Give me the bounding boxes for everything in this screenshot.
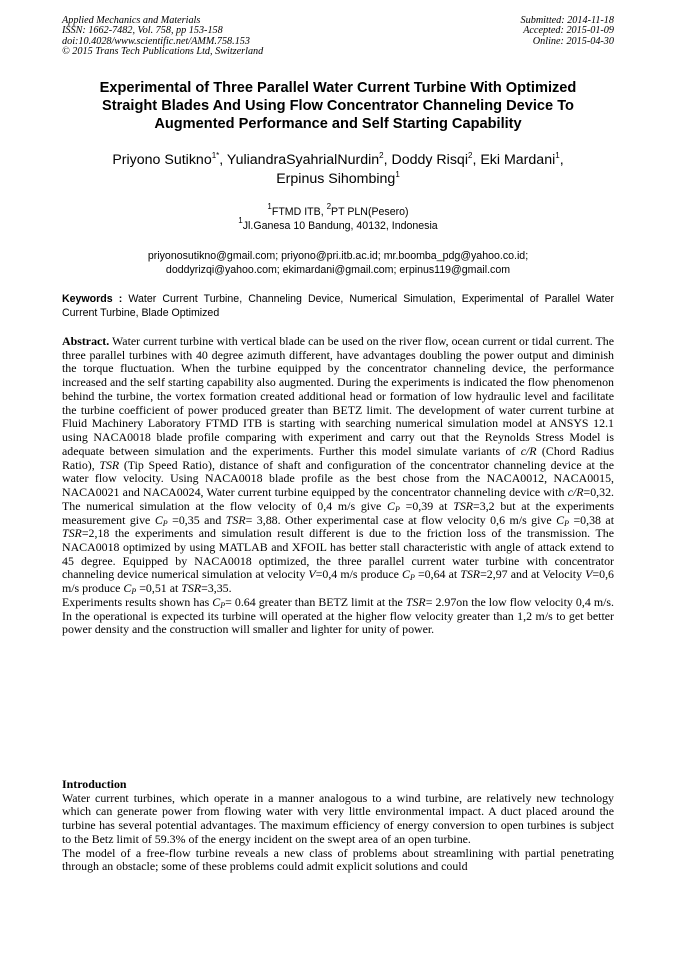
- abstract-symbol: TSR: [181, 581, 202, 596]
- abstract-text: =0,51 at: [136, 581, 182, 596]
- abstract-symbol: C: [556, 512, 565, 527]
- abstract-symbol: C: [154, 512, 163, 527]
- author-separator: ,: [219, 152, 227, 168]
- abstract-symbol: TSR: [225, 512, 246, 527]
- abstract-text: =0,6 m/s produce: [62, 567, 614, 596]
- abstract-symbol: TSR: [405, 594, 426, 609]
- abstract-text: =0,4 m/s produce: [315, 567, 403, 582]
- paper-title: [62, 80, 614, 133]
- online-date: Online: 2015-04-30: [532, 35, 614, 47]
- abstract-text: =0,38 at: [568, 512, 615, 527]
- submitted-date: Submitted: 2014-11-18: [520, 15, 614, 26]
- keywords: [62, 292, 614, 320]
- abstract-text: =0,39 at: [399, 498, 454, 513]
- abstract-symbol: TSR: [460, 567, 481, 582]
- abstract-paragraph: [62, 596, 614, 637]
- abstract-subscript: P: [131, 587, 137, 597]
- keywords-text: Water Current Turbine, Channeling Device, Numerical Simulation, Experimental of Parallel Water Current Turbine, Blade Optimized: [62, 293, 615, 320]
- abstract-symbol: c/R: [520, 443, 537, 458]
- abstract-symbol: C: [212, 594, 221, 609]
- abstract-text: = 3,88. Other experimental case at flow velocity 0,6 m/s give: [245, 512, 557, 527]
- author-affiliation-mark: 1: [555, 151, 560, 160]
- author-name: Erpinus Sihombing: [276, 171, 396, 187]
- abstract-symbol: c/R: [567, 485, 584, 500]
- author-affiliation-mark: 2: [467, 151, 473, 160]
- abstract-symbol: C: [402, 567, 410, 582]
- author-name: Doddy Risqi: [391, 152, 468, 168]
- institution: FTMD ITB,: [271, 206, 327, 218]
- affiliation-mark: 1: [238, 216, 243, 225]
- abstract: [62, 335, 614, 637]
- email-line: doddyrizqi@yahoo.com; ekimardani@gmail.com; erpinus119@gmail.com: [165, 264, 511, 277]
- address-line: [62, 216, 614, 233]
- affiliation-mark: 1: [267, 202, 272, 211]
- issn: ISSN: 1662-7482, Vol. 758, pp 153-158: [62, 25, 223, 37]
- author-separator: ,: [383, 152, 392, 168]
- author-name: Eki Mardani: [480, 152, 556, 168]
- address: Jl.Ganesa 10 Bandung, 40132, Indonesia: [242, 220, 438, 232]
- body-paragraph: Water current turbines, which operate in a manner analogous to a wind turbine, are relatively new technology which can generate power from flowing water with very little environmental impact. A duct placed around the turbine has several potential advantages. The maximum efficiency of energy conversion to open turbines is subject to the Betz limit of 59.3% of the energy incident on the swept area of an open turbine.: [62, 790, 614, 846]
- author-list: [62, 151, 614, 189]
- abstract-text: (Chord Radius Ratio),: [62, 443, 614, 472]
- abstract-text: Water current turbine with vertical blade can be used on the river flow, ocean current or tidal current. The three parallel turbines with 40 degree azimuth different, have advantages doubling the power output and diminish the torque fluctuation. When the turbine equipped by the concentrator channeling device, the performance increased and the self starting capability also augmented. During the experiments is indicated the flow phenomenon behind the turbine, the vortex formation created additional head or formation of low hydraulic level and facilitate the turbine coefficient of power produced greater than BETZ limit. The development of water current turbine at Fluid Machinery Laboratory FTMD ITB is starting with searching numerical simulation model at ANSYS 12.1 using NACA0018 blade profile comparing with experiment and carry out that the Reynolds Stress Model is adequate between simulation and the experiments. Further this model simulate variants of: [62, 334, 614, 458]
- abstract-text: (Tip Speed Ratio), distance of shaft and configuration of the concentrator channeling device at the water flow velocity. Using NACA0018 blade profile as the best chose from the NACA0012, NACA0015, NACA0021 and NACA0024, Water current turbine equipped by the concentrator channeling device with: [62, 457, 614, 500]
- body-paragraph: The model of a free-flow turbine reveals a new class of problems about streamlining with partial penetrating through an obstacle; some of these problems could admit explicit solutions and could: [62, 845, 614, 874]
- introduction-section: [62, 778, 614, 874]
- abstract-text: =0,35 and: [167, 512, 226, 527]
- author-affiliation-mark: 1: [395, 170, 400, 179]
- affiliation-mark: 2: [326, 202, 332, 211]
- institution: PT PLN(Pesero): [331, 206, 409, 218]
- doi: doi:10.4028/www.scientific.net/AMM.758.153: [62, 35, 250, 47]
- abstract-subscript: P: [162, 518, 168, 528]
- abstract-text: Experiments results shown has: [62, 594, 213, 609]
- abstract-text: =3,2 but at the experiments measurement give: [62, 498, 615, 527]
- abstract-subscript: P: [220, 600, 226, 610]
- section-heading: Introduction: [62, 777, 127, 791]
- abstract-text: =2,18 the experiments and simulation result different is due to the friction loss of the transmission. The NACA0018 optimized by using MATLAB and XFOIL has better stall characteristic with angle of attack extend to 45 degree. Equipped by NACA0018 optimized, the three parallel current water turbine with concentrator channeling device numerical simulation at velocity: [62, 526, 614, 582]
- title-line: Experimental of Three Parallel Water Current Turbine With Optimized: [99, 80, 577, 96]
- affiliation-line: [62, 202, 614, 219]
- author-affiliation-mark: 2: [379, 151, 384, 160]
- accepted-date: Accepted: 2015-01-09: [523, 25, 614, 37]
- abstract-symbol: C: [387, 498, 395, 513]
- abstract-text: =3,35.: [201, 581, 232, 596]
- author-affiliation-mark: 1*: [211, 151, 220, 160]
- affiliations: [62, 202, 614, 233]
- abstract-text: =2,97 and at Velocity: [480, 567, 586, 582]
- title-line: Straight Blades And Using Flow Concentrator Channeling Device To: [102, 97, 574, 114]
- abstract-symbol: C: [123, 581, 132, 596]
- abstract-symbol: V: [308, 567, 316, 582]
- abstract-symbol: V: [585, 567, 593, 582]
- journal-info: [62, 16, 263, 58]
- journal-name: Applied Mechanics and Materials: [62, 15, 201, 26]
- copyright: © 2015 Trans Tech Publications Ltd, Switzerland: [62, 46, 264, 58]
- abstract-text: = 0.64 greater than BETZ limit at the: [225, 594, 406, 609]
- abstract-subscript: P: [564, 518, 569, 528]
- abstract-label: Abstract.: [62, 334, 110, 348]
- title-line: Augmented Performance and Self Starting Capability: [154, 115, 522, 132]
- email-line: priyonosutikno@gmail.com; priyono@pri.itb.ac.id; mr.boomba_pdg@yahoo.co.id;: [147, 250, 529, 262]
- author-separator: ,: [559, 152, 564, 168]
- abstract-text: = 2.97on the low flow velocity 0,4 m/s. In the operational is expected its turbine will operated at the higher flow velocity greater than 1,2 m/s to get better power density and the construction will smaller and lighter for unity of power.: [62, 594, 614, 637]
- author-name: Priyono Sutikno: [112, 152, 212, 168]
- abstract-paragraph: [62, 335, 614, 596]
- abstract-symbol: TSR: [62, 526, 82, 541]
- abstract-subscript: P: [394, 504, 400, 514]
- email-list: [62, 249, 614, 278]
- abstract-symbol: TSR: [99, 457, 120, 472]
- abstract-text: =0,32. The numerical simulation at the flow velocity of 0,4 m/s give: [62, 485, 614, 513]
- abstract-symbol: TSR: [453, 498, 474, 513]
- abstract-text: =0,64 at: [414, 567, 461, 582]
- dates-info: [521, 16, 614, 47]
- keywords-label: Keywords :: [62, 293, 123, 305]
- author-separator: ,: [472, 152, 481, 168]
- abstract-subscript: P: [409, 573, 415, 583]
- author-name: YuliandraSyahrialNurdin: [226, 152, 380, 168]
